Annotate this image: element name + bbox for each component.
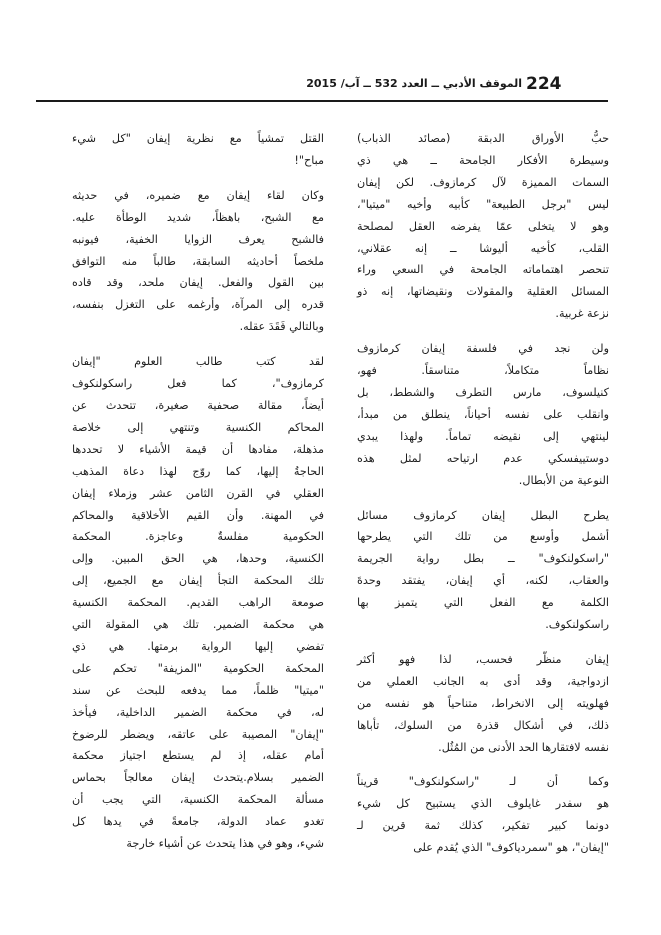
text-line: الضمير بسلام.يتحدث إيفان معالجاً بحماس [72,771,324,785]
text-line: الكنسية، وحدها، هي الحق المبين. وإلى [72,552,324,566]
text-line: مذهلة، مفادها أن قيمة الأشياء لا تحددها [72,442,324,456]
text-line: إيفان منظّر فحسب، لذا فهو أكثر [357,652,609,666]
text-line: أيضاً، مقالة صحفية صغيرة، تتحدث عن [72,398,324,412]
text-line: له، في محكمة الضمير الداخلية، فيأخذ [72,705,324,719]
issue-info: الموقف الأدبي ــ العدد 532 ــ آب/ 2015 [306,77,522,90]
text-line: تغدو عماد الدولة، جامعةً في يدها كل [72,815,324,829]
text-line: الكلمة مع الفعل التي يتميز بها [357,596,609,610]
paragraph [357,128,609,325]
text-line: المسائل العقلية والمقولات ونقيضاتها، إنه ذو [357,285,609,299]
text-line: أشمل وأوسع من تلك التي يطرحها [357,530,609,544]
text-line: الحكومية مفلسةٌ وعاجزة. المحكمة [72,530,324,544]
text-line: ازدواجية، وقد أدى به الجانب العملي من [357,674,609,688]
text-line: المحاكم الكنسية وتنتهي إلى خلاصة [72,420,324,434]
text-line: وكان لقاء إيفان مع ضميره، في حديثه [72,188,324,202]
text-line: النوعية من الأبطال. [518,473,609,487]
text-line: القلب، كأخيه أليوشا ــ إنه عقلاني، [357,241,609,255]
text-line: تنحصر اهتماماته الجامحة في السعي وراء [357,263,609,277]
text-line: ذلك، في أشكال قذرة من السلوك، تأباها [357,718,609,732]
text-line: نظاماً متكاملاً، متناسقاً. فهو، [357,364,609,378]
header-rule [36,100,608,102]
text-line: أمام عقله، إذ لم يستطع اجتياز محكمة [72,749,324,763]
paragraph [72,351,324,855]
paragraph [72,185,324,338]
text-line: الحاجةُ إليها، كما روّج لهذا دعاة المذهب [72,464,324,478]
text-line: العقلي في القرن الثامن عشر وزملاء إيفان [72,486,324,500]
left-column [72,128,324,855]
text-line: "ميتيا" ظلماً، مما يدفعه للبحث عن سند [72,683,324,697]
text-line: فالشبح يعرف الزوايا الخفية، فيونبه [72,232,324,246]
text-line: كرمازوف"، كما فعل راسكولنكوف [72,377,324,391]
text-line: شيء، وهو في هذا يتحدث عن أشياء خارجة [126,837,324,851]
text-line: "إيفان" المصيبة على عاتقه، ويضطر للرضوخ [72,727,324,741]
text-line: صومعة الراهب القديم. المحكمة الكنسية [72,596,324,610]
text-line: حبُّ الأوراق الدبقة (مصائد الذباب) [357,132,609,145]
paragraph [357,649,609,759]
page-header [306,66,610,96]
text-line: في المهنة. وأن القيم الأخلاقية والمحاكم [72,508,324,522]
text-line: "إيفان"، هو "سمردياكوف" الذي يُقدم على [413,841,609,855]
text-line: هو سفدر غايلوف الذي يستبيح كل شيء [357,797,609,811]
text-line: فهلويته إلى الانخراط، متناحياً هو نفسه من [357,696,609,710]
text-line: السمات المميزة لآل كرمازوف. لكن إيفان [357,175,609,189]
text-line: دونما كبير تفكير، كذلك ثمة قرين لـ [357,819,609,833]
text-line: نزعة غربية. [555,307,609,321]
text-line: وهو لا يتخلى عمّا يفرضه العقل لمصلحة [357,219,609,233]
right-column [357,128,609,859]
paragraph [72,128,324,172]
text-line: راسكولنكوف. [545,618,609,632]
text-line: يطرح البطل إيفان كرمازوف مسائل [357,508,609,522]
text-line: مباح"! [294,153,324,167]
text-line: بين القول والفعل. إيفان ملحد، وقد قاده [72,276,324,290]
text-line: المحكمة الحكومية "المزيفة" تحكم على [72,661,324,675]
paragraph [357,338,609,491]
page-number: 224 [526,74,562,94]
text-line: وكما أن لـ "راسكولنكوف" قريناً [357,775,609,789]
text-line: تفضي إليها الرواية برمتها. هي ذي [72,639,324,653]
text-line: وبالتالي فَقَدَ عقله. [239,320,324,334]
text-line: والعقاب، لكنه، أي إيفان، يفتقد وحدةَ [357,574,609,588]
text-line: قدره إلى المرآة، وأرغمه على التغزل بنفسه، [72,298,324,312]
text-line: "راسكولنكوف" ــ بطل رواية الجريمة [357,552,609,566]
text-line: هي محكمة الضمير. تلك هي المقولة التي [72,618,324,632]
text-line: دوستييفسكي عدم ارتياحه لمثل هذه [357,451,609,465]
text-line: ملخصاً أحاديثه السابقة، طالباً منه التوافق [72,254,324,268]
text-line: تلك المحكمة التجأ إيفان مع الجميع، إلى [72,574,324,588]
text-line: ليس "برجل الطبيعة" كأبيه وأخيه "ميتيا"، [357,197,609,211]
text-line: ولن نجد في فلسفة إيفان كرمازوف [357,342,609,356]
text-line: نفسه لافتقارها الحد الأدنى من المُثُل. [438,740,609,754]
paragraph [357,505,609,636]
text-line: وانقلب على نفسه أحياناً، ينطلق من مبدأ، [357,407,609,421]
text-line: لينتهي إلى نقيضه تماماً. ولهذا يبدي [357,429,609,443]
text-line: كنيلسوف، مارس التطرف والشطط، بل [357,385,609,399]
text-line: مسألة المحكمة الكنسية، التي يجب أن [72,793,324,807]
text-line: القتل تمشياً مع نظرية إيفان "كل شيء [72,132,324,145]
text-line: مع الشبح، باهظاً، شديد الوطأة عليه. [72,210,324,224]
paragraph [357,771,609,859]
text-line: وسيطرة الأفكار الجامحة ــ هي ذي [357,153,609,167]
text-line: لقد كتب طالب العلوم "إيفان [72,355,324,369]
